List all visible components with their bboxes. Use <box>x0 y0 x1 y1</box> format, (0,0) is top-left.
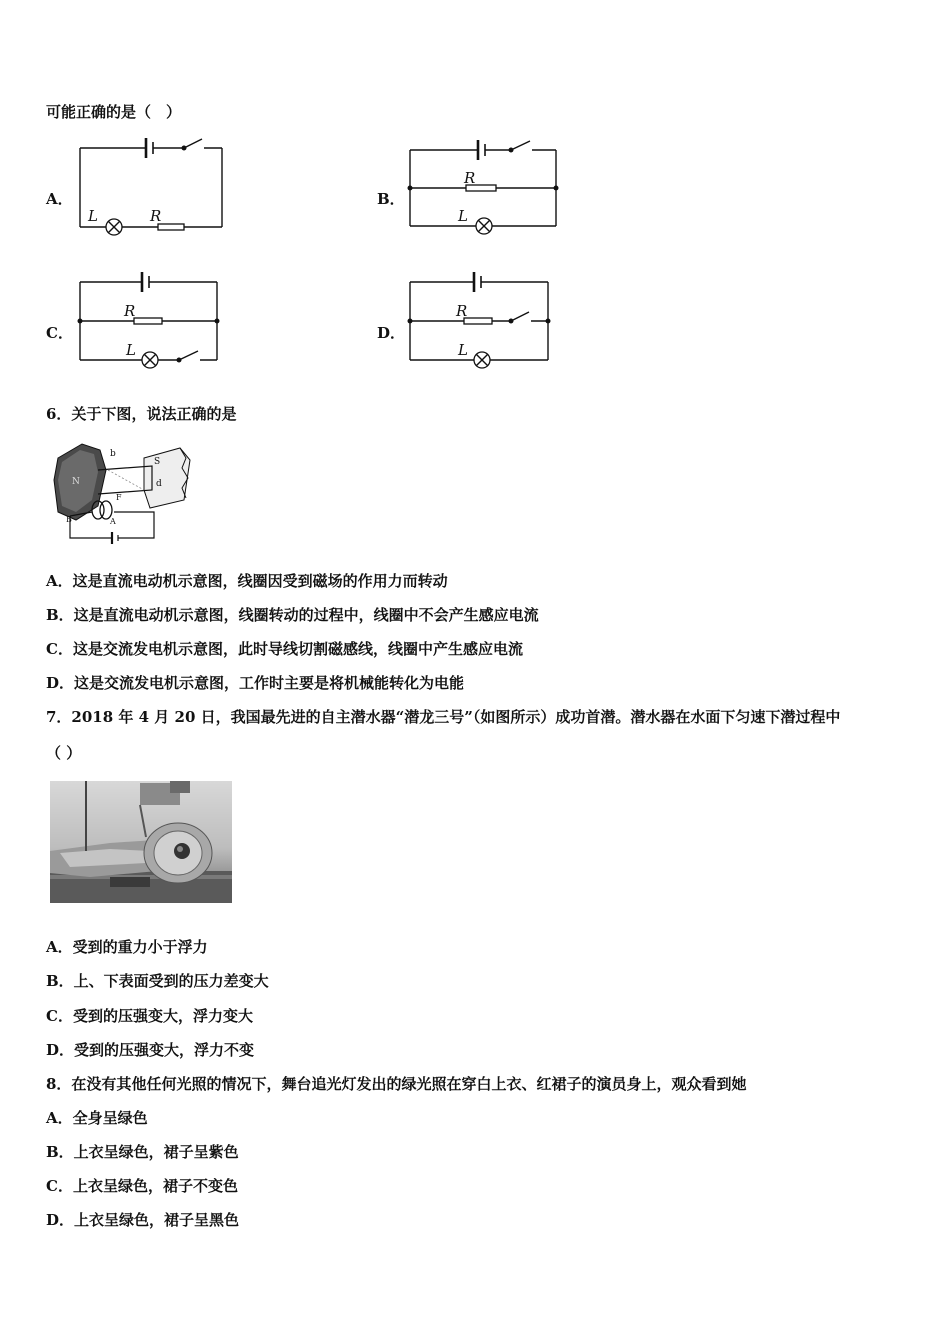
fig-label-d: d <box>156 479 162 489</box>
q7-option-c[interactable]: C．受到的压强变大，浮力变大 <box>46 1007 253 1025</box>
resistor-label-b: R <box>464 169 476 187</box>
q8-stem: 8．在没有其他任何光照的情况下，舞台追光灯发出的绿光照在穿白上衣、红裙子的演员身上，观众看到她 <box>46 1075 747 1093</box>
generator-motor-figure <box>52 440 197 555</box>
q5-option-d-label[interactable]: D． <box>377 324 406 342</box>
q5-option-b-label[interactable]: B． <box>377 190 405 208</box>
q6-stem: 6．关于下图，说法正确的是 <box>46 405 237 423</box>
circuit-diagram-c <box>78 270 223 370</box>
fig-label-b: b <box>110 449 116 459</box>
q8-option-b[interactable]: B．上衣呈绿色，裙子呈紫色 <box>46 1143 239 1161</box>
fig-label-n: N <box>72 477 80 487</box>
resistor-label-d: R <box>456 302 468 320</box>
q8-option-d[interactable]: D．上衣呈绿色，裙子呈黑色 <box>46 1211 240 1229</box>
fig-label-b2: B <box>66 515 72 524</box>
lamp-label-c: L <box>126 341 136 359</box>
resistor-label-a: R <box>150 207 162 225</box>
circuit-diagram-a <box>78 135 228 235</box>
submersible-photo <box>50 781 232 903</box>
q8-option-c[interactable]: C．上衣呈绿色，裙子不变色 <box>46 1177 238 1195</box>
q8-option-a[interactable]: A．全身呈绿色 <box>46 1109 148 1127</box>
q6-option-d[interactable]: D．这是交流发电机示意图，工作时主要是将机械能转化为电能 <box>46 674 465 692</box>
lamp-label-d: L <box>458 341 468 359</box>
q5-stem: 可能正确的是（ ） <box>46 103 182 121</box>
q6-option-c[interactable]: C．这是交流发电机示意图，此时导线切割磁感线，线圈中产生感应电流 <box>46 640 523 658</box>
q7-stem-cont: （ ） <box>46 744 82 762</box>
lamp-label-a: L <box>88 207 98 225</box>
q7-option-d[interactable]: D．受到的压强变大，浮力不变 <box>46 1041 255 1059</box>
resistor-label-c: R <box>124 302 136 320</box>
q5-option-a-label[interactable]: A． <box>46 190 73 208</box>
q6-option-a[interactable]: A．这是直流电动机示意图，线圈因受到磁场的作用力而转动 <box>46 572 448 590</box>
q7-option-b[interactable]: B．上、下表面受到的压力差变大 <box>46 972 269 990</box>
circuit-diagram-b <box>408 138 560 234</box>
fig-label-a: A <box>110 517 116 526</box>
q7-option-a[interactable]: A．受到的重力小于浮力 <box>46 938 208 956</box>
lamp-label-b: L <box>458 207 468 225</box>
fig-label-f: F <box>116 493 122 502</box>
fig-label-s: S <box>154 457 161 467</box>
circuit-diagram-d <box>408 270 553 370</box>
q6-option-b[interactable]: B．这是直流电动机示意图，线圈转动的过程中，线圈中不会产生感应电流 <box>46 606 539 624</box>
q7-stem: 7．2018 年 4 月 20 日，我国最先进的自主潜水器“潜龙三号”（如图所示）成功首潜。潜水器在水面下匀速下潜过程中 <box>46 708 841 726</box>
q5-option-c-label[interactable]: C． <box>46 324 73 342</box>
